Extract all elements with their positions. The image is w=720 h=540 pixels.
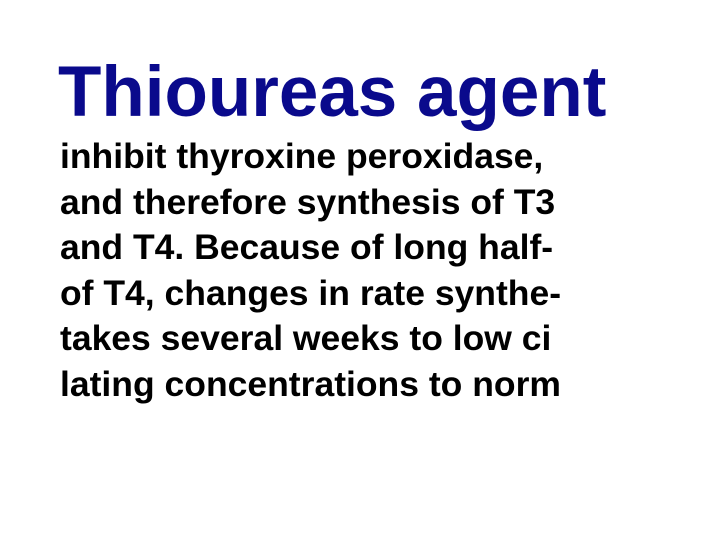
body-line: inhibit thyroxine peroxidase, (60, 136, 544, 176)
slide-title: Thioureas agent (58, 53, 607, 132)
body-line: and therefore synthesis of T3 (60, 181, 556, 222)
body-line: and T4. Because of long half- (60, 227, 554, 267)
body-line: lating concentrations to norm (60, 363, 561, 404)
slide-body (60, 134, 561, 407)
body-line: of T4, changes in rate synthe- (60, 272, 562, 313)
body-line: takes several weeks to low ci (60, 318, 552, 358)
